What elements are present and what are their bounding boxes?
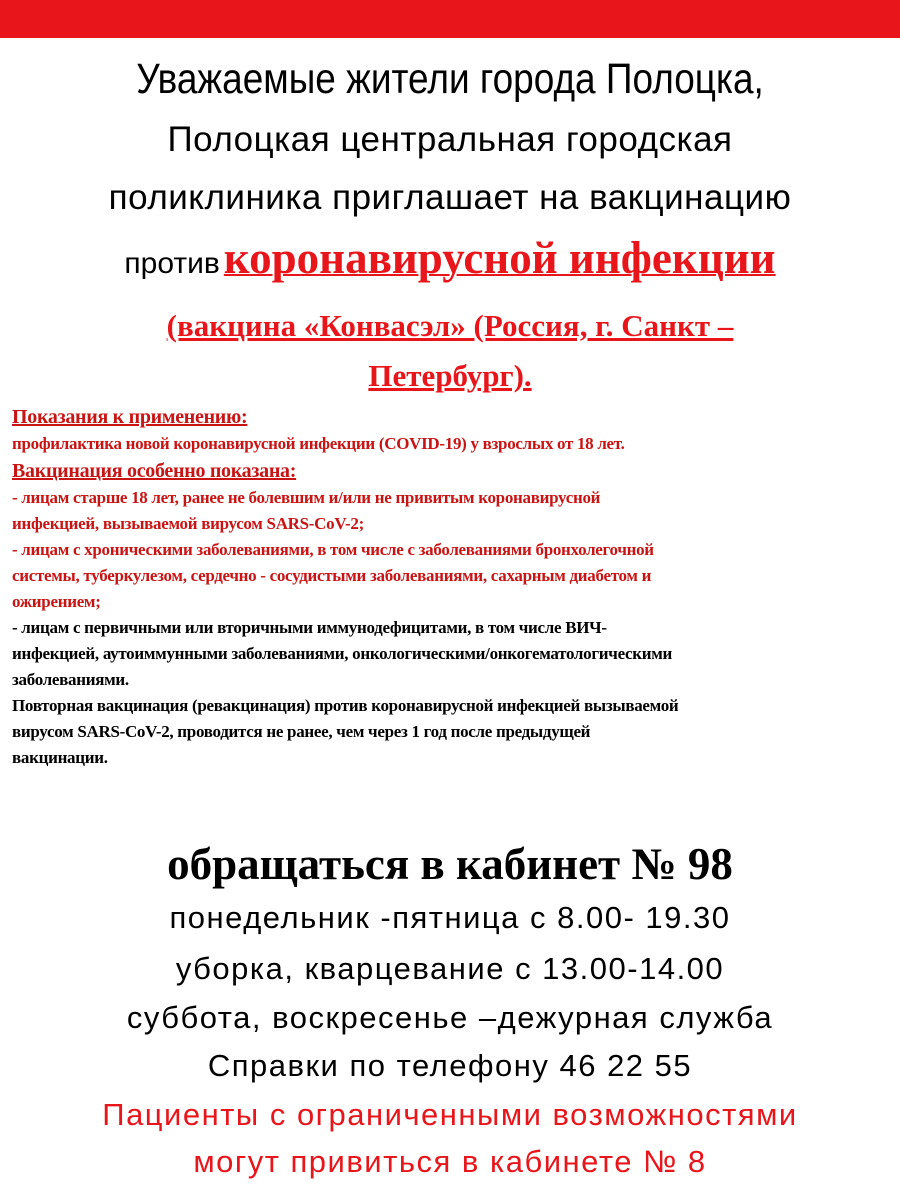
phone-info: Справки по телефону 46 22 55	[207, 1048, 693, 1083]
weekend-hours: суббота, воскресенье –дежурная служба	[126, 1000, 774, 1035]
revaccination-line-3: вакцинации.	[12, 748, 108, 767]
recommended-item-2-line-1: - лицам с хроническими заболеваниями, в том числе с заболеваниями бронхолегочной	[12, 540, 654, 559]
info-block	[12, 403, 892, 771]
weekday-hours: понедельник -пятница с 8.00- 19.30	[169, 900, 731, 935]
indications-text: профилактика новой коронавирусной инфекции (COVID-19) у взрослых от 18 лет.	[12, 434, 625, 453]
clinic-line-3	[0, 232, 900, 284]
greeting-title: Уважаемые жители города Полоцка,	[136, 55, 764, 103]
room-heading: обращаться в кабинет № 98	[167, 839, 733, 889]
infection-emphasis: коронавирусной инфекции	[223, 233, 776, 283]
against-prefix: против	[124, 247, 220, 280]
indications-heading: Показания к применению:	[12, 406, 248, 428]
revaccination-line-1: Повторная вакцинация (ревакцинация) против коронавирусной инфекцией вызываемой	[12, 696, 679, 715]
recommended-item-2-line-2: системы, туберкулезом, сердечно - сосудистыми заболеваниями, сахарным диабетом и	[12, 566, 652, 585]
recommended-item-1-line-1: - лицам старше 18 лет, ранее не болевшим и/или не привитым коронавирусной	[12, 488, 601, 507]
vaccine-name-line-2: Петербург).	[368, 358, 532, 393]
recommended-item-3-line-3: заболеваниями.	[12, 670, 129, 689]
revaccination-line-2: вирусом SARS-CoV-2, проводится не ранее, чем через 1 год после предыдущей	[12, 722, 591, 741]
recommended-item-3-line-1: - лицам с первичными или вторичными иммунодефицитами, в том числе ВИЧ-	[12, 618, 607, 637]
red-top-bar	[0, 0, 900, 38]
limited-mobility-line-1: Пациенты с ограниченными возможностями	[102, 1097, 798, 1132]
recommended-item-1-line-2: инфекцией, вызываемой вирусом SARS-CoV-2;	[12, 514, 364, 533]
limited-mobility-line-2: могут привиться в кабинете № 8	[193, 1144, 707, 1179]
clinic-line-2: поликлиника приглашает на вакцинацию	[108, 178, 792, 217]
clinic-line-1: Полоцкая центральная городская	[167, 120, 733, 159]
cleaning-hours: уборка, кварцевание с 13.00-14.00	[175, 951, 725, 986]
recommended-item-2-line-3: ожирением;	[12, 592, 101, 611]
recommended-heading: Вакцинация особенно показана:	[12, 460, 297, 482]
recommended-item-3-line-2: инфекцией, аутоиммунными заболеваниями, онкологическими/онкогематологическими	[12, 644, 673, 663]
vaccine-name-line-1: (вакцина «Конвасэл» (Россия, г. Санкт –	[166, 308, 734, 343]
